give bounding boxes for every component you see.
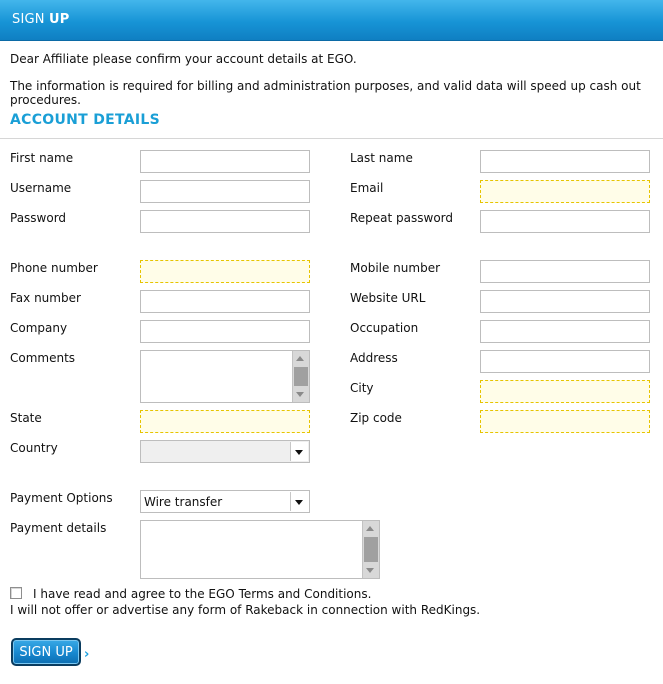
terms-checkbox-icon[interactable] bbox=[10, 587, 22, 599]
phone-number-label: Phone number bbox=[10, 261, 98, 275]
comments-textarea[interactable] bbox=[140, 350, 310, 403]
scroll-up-icon[interactable] bbox=[296, 356, 304, 361]
username-input[interactable] bbox=[140, 180, 310, 203]
last-name-input[interactable] bbox=[480, 150, 650, 173]
website-url-label: Website URL bbox=[350, 291, 426, 305]
password-label: Password bbox=[10, 211, 67, 225]
zip-code-label: Zip code bbox=[350, 411, 402, 425]
page-title: SIGN UP bbox=[12, 12, 70, 27]
email-label: Email bbox=[350, 181, 384, 195]
city-label: City bbox=[350, 381, 374, 395]
username-label: Username bbox=[10, 181, 72, 195]
comments-label: Comments bbox=[10, 351, 76, 365]
intro-line-2: The information is required for billing and administration purposes, and valid data will speed up cash out procedures. bbox=[10, 79, 641, 107]
state-input[interactable] bbox=[140, 410, 310, 433]
scroll-up-icon[interactable] bbox=[366, 526, 374, 531]
password-input[interactable] bbox=[140, 210, 310, 233]
mobile-number-label: Mobile number bbox=[350, 261, 441, 275]
comments-scrollbar[interactable] bbox=[292, 351, 309, 402]
payment-options-label: Payment Options bbox=[10, 491, 113, 505]
company-label: Company bbox=[10, 321, 68, 335]
address-label: Address bbox=[350, 351, 398, 365]
scroll-thumb[interactable] bbox=[294, 367, 308, 386]
address-input[interactable] bbox=[480, 350, 650, 373]
fax-number-label: Fax number bbox=[10, 291, 81, 305]
scroll-thumb[interactable] bbox=[364, 537, 378, 562]
sign-up-button[interactable] bbox=[11, 638, 81, 666]
rakeback-notice-text: I will not offer or advertise any form of Rakeback in connection with RedKings. bbox=[10, 603, 481, 617]
chevron-down-icon[interactable] bbox=[290, 492, 308, 511]
country-label: Country bbox=[10, 441, 58, 455]
signup-header bbox=[0, 0, 663, 41]
occupation-label: Occupation bbox=[350, 321, 419, 335]
terms-agreement-text: I have read and agree to the EGO Terms and Conditions. bbox=[33, 587, 372, 601]
occupation-input[interactable] bbox=[480, 320, 650, 343]
last-name-label: Last name bbox=[350, 151, 413, 165]
city-input[interactable] bbox=[480, 380, 650, 403]
payment-details-scrollbar[interactable] bbox=[362, 521, 379, 578]
company-input[interactable] bbox=[140, 320, 310, 343]
website-url-input[interactable] bbox=[480, 290, 650, 313]
payment-options-select[interactable] bbox=[140, 490, 310, 513]
payment-option-selected-value: Wire transfer bbox=[144, 495, 223, 509]
section-divider bbox=[0, 138, 663, 139]
scroll-down-icon[interactable] bbox=[366, 568, 374, 573]
payment-details-textarea[interactable] bbox=[140, 520, 380, 579]
first-name-label: First name bbox=[10, 151, 74, 165]
repeat-password-input[interactable] bbox=[480, 210, 650, 233]
fax-number-input[interactable] bbox=[140, 290, 310, 313]
sign-up-button-label: SIGN UP bbox=[19, 645, 73, 660]
scroll-down-icon[interactable] bbox=[296, 392, 304, 397]
country-select[interactable] bbox=[140, 440, 310, 463]
zip-code-input[interactable] bbox=[480, 410, 650, 433]
chevron-right-icon[interactable]: › bbox=[84, 647, 90, 662]
section-title-account-details: ACCOUNT DETAILS bbox=[10, 112, 160, 128]
payment-details-label: Payment details bbox=[10, 521, 107, 535]
first-name-input[interactable] bbox=[140, 150, 310, 173]
phone-number-input[interactable] bbox=[140, 260, 310, 283]
mobile-number-input[interactable] bbox=[480, 260, 650, 283]
intro-line-1: Dear Affiliate please confirm your account details at EGO. bbox=[10, 52, 357, 66]
chevron-down-icon[interactable] bbox=[290, 442, 308, 461]
state-label: State bbox=[10, 411, 42, 425]
email-input[interactable] bbox=[480, 180, 650, 203]
repeat-password-label: Repeat password bbox=[350, 211, 454, 225]
